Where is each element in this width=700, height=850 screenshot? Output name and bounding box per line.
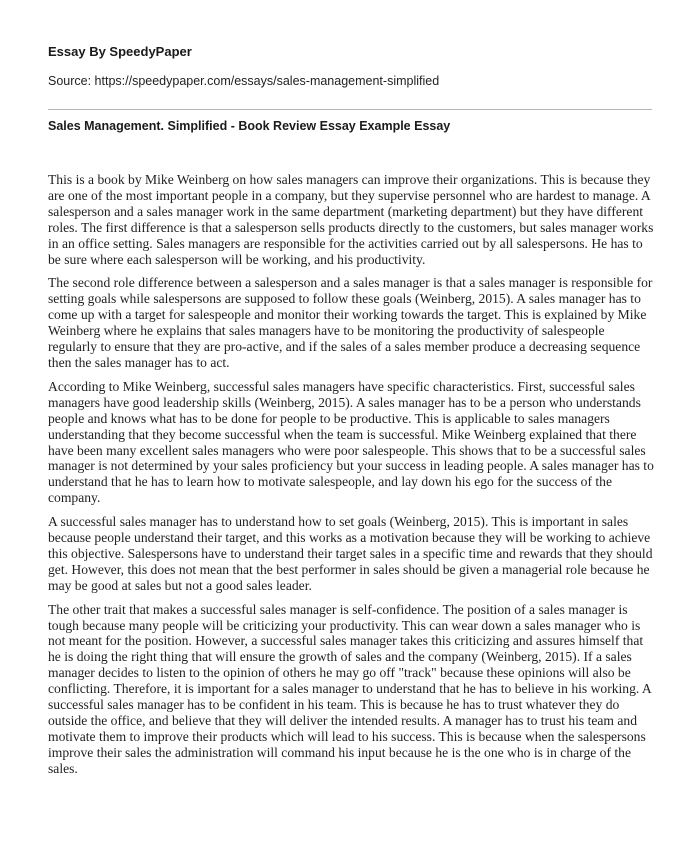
paragraph-4: A successful sales manager has to understand how to set goals (Weinberg, 2015). This is important in sales because people understand their target, and this works as a motivation because they will be working to achieve this objective. Salespersons have to understand their target sales in a specific time and rewards that they should get. However, this does not mean that the best performer in sales should be given a managerial role because he may be good at sales but not a good sales leader. bbox=[48, 514, 653, 593]
paragraph-2: The second role difference between a salesperson and a sales manager is that a sales manager is responsible for setting goals while salespersons are supposed to follow these goals (Weinberg, 2015). A sales manager has to come up with a target for salespeople and monitor their working towards the target. This is explained by Mike Weinberg where he explains that sales managers have to be monitoring the productivity of salespeople regularly to ensure that they are pro-active, and if the sales of a sales member produce a decreasing sequence then the sales manager has to act. bbox=[48, 275, 653, 370]
source-line: Source: https://speedypaper.com/essays/sales-management-simplified bbox=[48, 74, 440, 88]
paragraph-5: The other trait that makes a successful sales manager is self-confidence. The position of a sales manager is tough because many people will be criticizing your productivity. This can wear down a sales manager who is not meant for the position. However, a successful sales manager takes this criticizing and assures himself that he is doing the right thing that will ensure the growth of sales and the company (Weinberg, 2015). If a sales manager decides to listen to the opinion of others he may go off "track" because these opinions will also be conflicting. Therefore, it is important for a sales manager to understand that he has to believe in his working. A successful sales manager has to be confident in his team. This is because he has to trust whatever they do outside the office, and believe that they will deliver the intended results. A manager has to trust his team and motivate them to improve their products which will lead to his success. This is because when the salespersons improve their sales the administration will command his input because he is the one who is in charge of the sales. bbox=[48, 601, 652, 776]
paragraph-1: This is a book by Mike Weinberg on how sales managers can improve their organizations. This is because they are one of the most important people in a company, but they supervise personnel who are hardest to manage. A salesperson and a sales manager work in the same department (marketing department) but they have different roles. The first difference is that a salesperson sells products directly to the customers, but sales manager works in an office setting. Sales managers are responsible for the activities carried out by all salespersons. He has to be sure where each salesperson will be working, and his productivity. bbox=[48, 172, 654, 267]
document-label: Essay By SpeedyPaper bbox=[48, 44, 192, 59]
paragraph-3: According to Mike Weinberg, successful sales managers have specific characteristics. First, successful sales managers have good leadership skills (Weinberg, 2015). A sales manager has to be a person who understands people and knows what has to be done for people to be productive. This is applicable to sales managers understanding that they become successful when the team is successful. Mike Weinberg explained that there have been many excellent sales managers who were poor salespeople. This shows that to be a successful sales manager is not determined by your sales proficiency but your success in leading people. A sales manager has to understand that he has to learn how to motivate salespeople, and lay down his ego for the success of the company. bbox=[48, 378, 654, 506]
essay-title: Sales Management. Simplified - Book Review Essay Example Essay bbox=[48, 119, 451, 133]
divider bbox=[48, 109, 652, 110]
essay-body bbox=[48, 172, 654, 785]
